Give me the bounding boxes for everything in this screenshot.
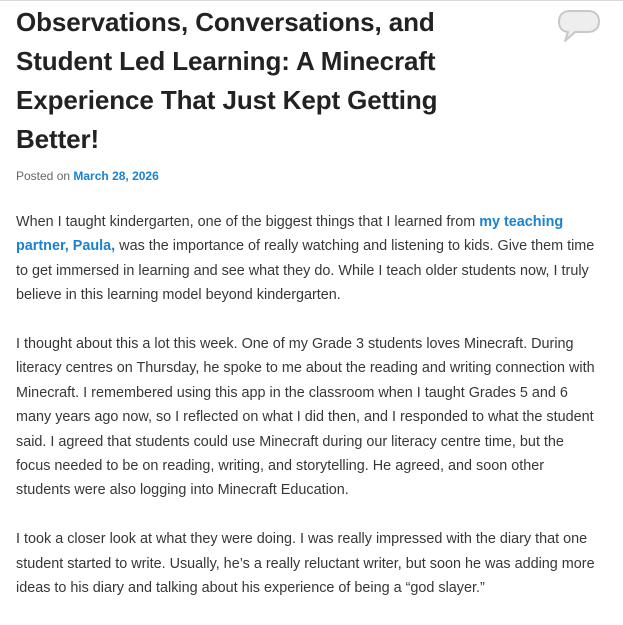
comments-link[interactable] bbox=[557, 8, 601, 46]
post-content bbox=[16, 210, 596, 625]
top-divider bbox=[0, 0, 623, 1]
teaching-partner-link[interactable]: my teaching partner, Paula, bbox=[16, 214, 564, 255]
post-meta bbox=[16, 167, 159, 185]
post-paragraph-1 bbox=[16, 210, 596, 308]
post-title: Observations, Conversations, and Student Led Learning: A Minecraft Experience That Just Kept Getting Better! bbox=[16, 7, 438, 154]
posted-on-label: Posted on bbox=[16, 169, 71, 183]
paragraph-1-text-after: was the importance of really watching and listening to kids. Give them time to get immersed in learning and see what they do. While I teach older students now, I truly believe in this learning model beyond kindergarten. bbox=[16, 238, 595, 304]
post-paragraph-3: I took a closer look at what they were doing. I was really impressed with the diary that one student started to write. Usually, he’s a really reluctant writer, but soon he was adding more ideas to his diary and talking about his experience of being a “god slayer.” bbox=[16, 531, 595, 597]
post-paragraph-2: I thought about this a lot this week. One of my Grade 3 students loves Minecraft. During literacy centres on Thursday, he spoke to me about the reading and writing connection with Minecraft. I remembered using this app in the classroom when I taught Grades 5 and 6 many years ago now, so I reflected on what I did then, and I responded to what the student said. I agreed that students could use Minecraft during our literacy centre time, but the focus needed to be on reading, writing, and storytelling. He agreed, and soon other students were also logging into Minecraft Education. bbox=[16, 336, 595, 499]
paragraph-1-text-before: When I taught kindergarten, one of the biggest things that I learned from bbox=[16, 214, 480, 230]
post-date-link[interactable]: March 28, 2026 bbox=[73, 169, 159, 183]
speech-bubble-icon bbox=[557, 8, 601, 46]
